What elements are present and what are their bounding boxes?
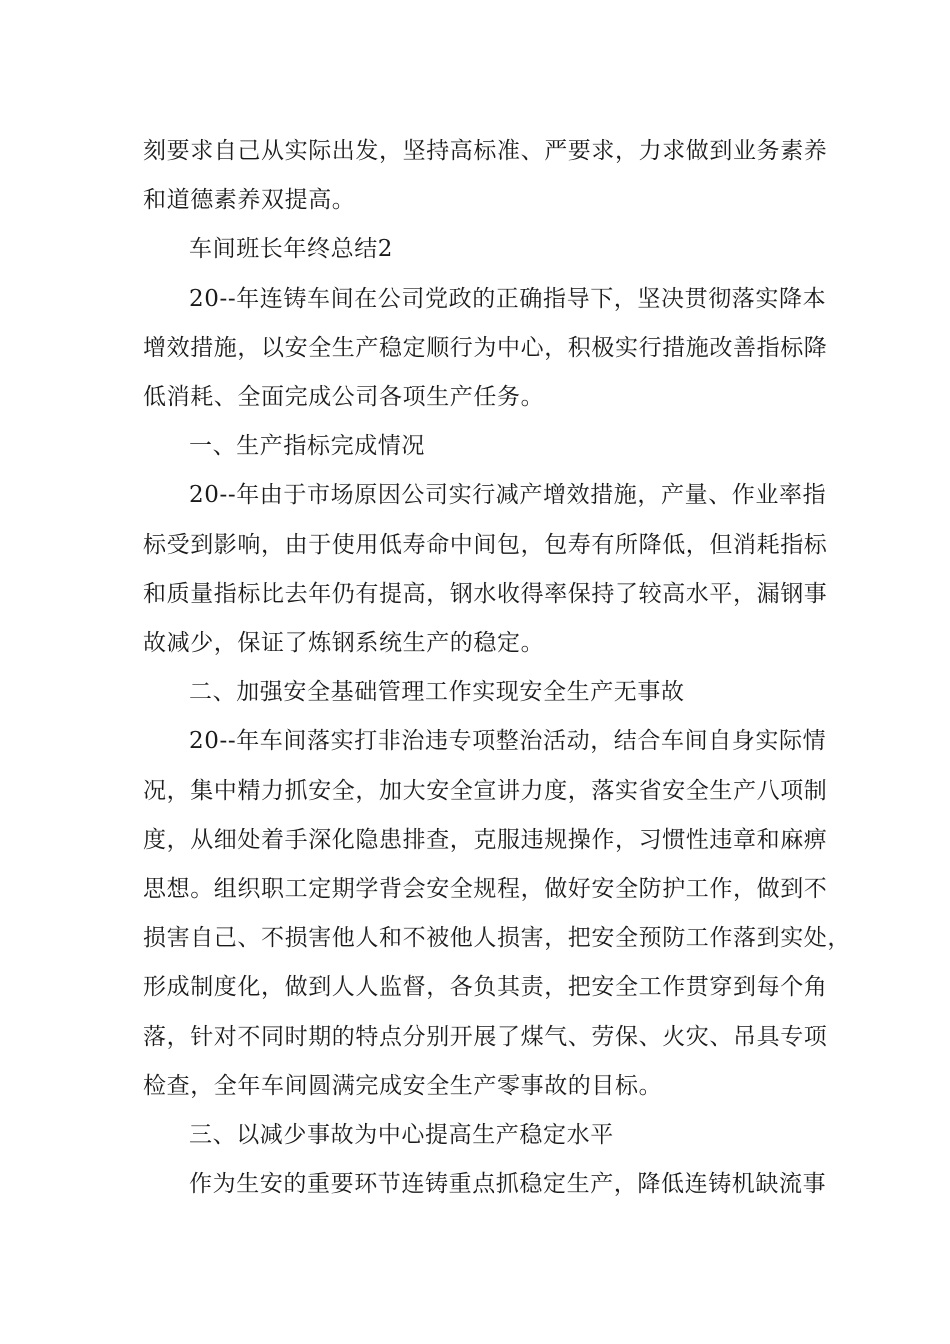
paragraph-continuation: [143, 127, 833, 225]
text-line: 损害自己、不损害他人和不被他人损害，把安全预防工作落到实处，: [143, 925, 851, 952]
text-line: 作为生安的重要环节连铸重点抓稳定生产，降低连铸机缺流事: [189, 1171, 827, 1198]
text-line: 度，从细处着手深化隐患排查，克服违规操作，习惯性违章和麻痹: [143, 826, 828, 853]
text-line: 20--年车间落实打非治违专项整治活动，结合车间自身实际情: [189, 728, 827, 755]
text-line: 和道德素养双提高。: [143, 187, 356, 214]
text-line: 形成制度化，做到人人监督，各负其责，把安全工作贯穿到每个角: [143, 974, 828, 1001]
document-body: [143, 127, 851, 1209]
text-line: 况，集中精力抓安全，加大安全宣讲力度，落实省安全生产八项制: [143, 777, 828, 804]
text-line: 低消耗、全面完成公司各项生产任务。: [143, 384, 545, 411]
text-line: 和质量指标比去年仍有提高，钢水收得率保持了较高水平，漏钢事: [143, 580, 828, 607]
text-line: 20--年由于市场原因公司实行减产增效措施，产量、作业率指: [189, 482, 827, 509]
text-line: 20--年连铸车间在公司党政的正确指导下，坚决贯彻落实降本: [189, 285, 827, 312]
heading-section-3: [143, 1111, 833, 1160]
heading-section-1: [143, 422, 833, 471]
section-title: [143, 225, 833, 274]
text-line: 二、加强安全基础管理工作实现安全生产无事故: [189, 679, 685, 706]
paragraph-section-2: [143, 717, 851, 1111]
paragraph-section-1: [143, 471, 833, 668]
text-line: 故减少，保证了炼钢系统生产的稳定。: [143, 630, 545, 657]
text-line: 车间班长年终总结2: [189, 236, 394, 263]
text-line: 刻要求自己从实际出发，坚持高标准、严要求，力求做到业务素养: [143, 138, 828, 164]
text-line: 三、以减少事故为中心提高生产稳定水平: [189, 1122, 614, 1149]
text-line: 落，针对不同时期的特点分别开展了煤气、劳保、火灾、吊具专项: [143, 1023, 828, 1050]
paragraph-section-3: [143, 1160, 833, 1209]
text-line: 标受到影响，由于使用低寿命中间包，包寿有所降低，但消耗指标: [143, 531, 828, 558]
paragraph-intro: [143, 275, 833, 423]
text-line: 思想。组织职工定期学背会安全规程，做好安全防护工作，做到不: [143, 876, 828, 903]
text-line: 检查，全年车间圆满完成安全生产零事故的目标。: [143, 1072, 663, 1099]
text-line: 增效措施，以安全生产稳定顺行为中心，积极实行措施改善指标降: [143, 334, 828, 361]
text-line: 一、生产指标完成情况: [189, 433, 425, 460]
heading-section-2: [143, 668, 833, 717]
